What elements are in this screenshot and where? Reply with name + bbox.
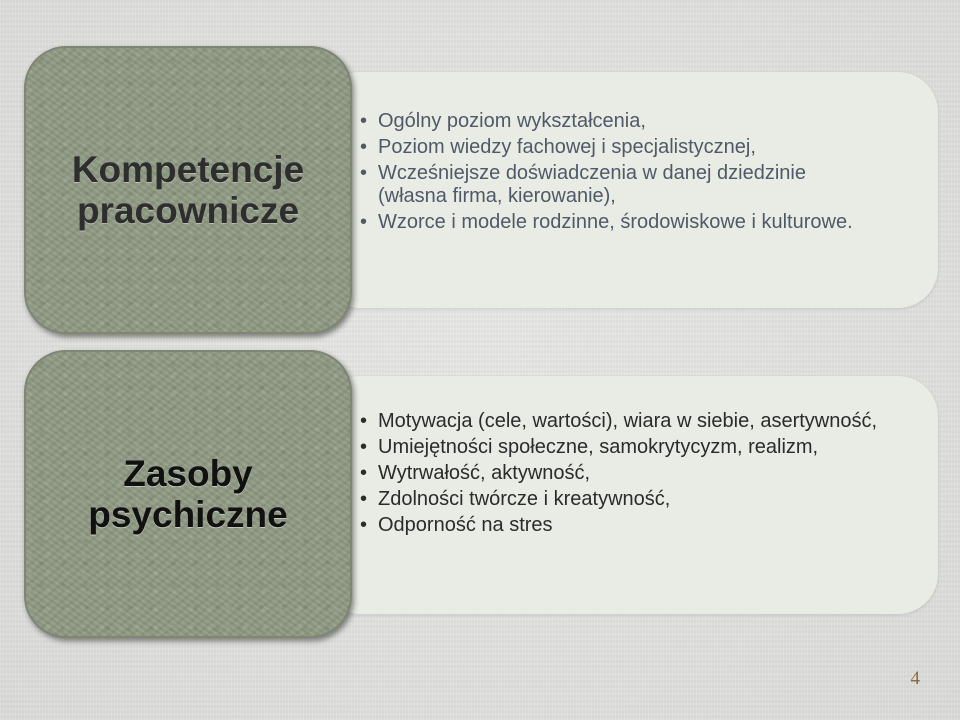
section-title-1-line-2: pracownicze [76, 190, 300, 231]
section-title-2 [88, 453, 287, 535]
bullet-list-1 [358, 110, 878, 237]
section-title-1-line-1: Kompetencje [71, 149, 305, 190]
bullet-item: • Wcześniejsze doświadczenia w danej dziedzinie (własna firma, kierowanie), [358, 162, 878, 208]
section-tile-kompetencje [24, 46, 352, 334]
bullet-item: • Umiejętności społeczne, samokrytycyzm, realizm, [358, 436, 928, 459]
section-title-2-line-1: Zasoby [123, 453, 253, 494]
bullet-item: • Poziom wiedzy fachowej i specjalistycznej, [358, 136, 878, 159]
section-tile-zasoby [24, 350, 352, 638]
bullet-item: • Wytrwałość, aktywność, [358, 462, 928, 485]
bullet-item: • Zdolności twórcze i kreatywność, [358, 488, 928, 511]
bullet-list-2 [358, 410, 928, 540]
bullet-item: • Motywacja (cele, wartości), wiara w siebie, asertywność, [358, 410, 928, 433]
page-number: 4 [910, 668, 920, 689]
bullet-item: • Wzorce i modele rodzinne, środowiskowe i kulturowe. [358, 211, 878, 234]
bullet-item: • Odporność na stres [358, 514, 928, 537]
section-title-2-line-2: psychiczne [88, 494, 288, 535]
bullet-item: • Ogólny poziom wykształcenia, [358, 110, 878, 133]
section-title-1 [72, 149, 304, 231]
